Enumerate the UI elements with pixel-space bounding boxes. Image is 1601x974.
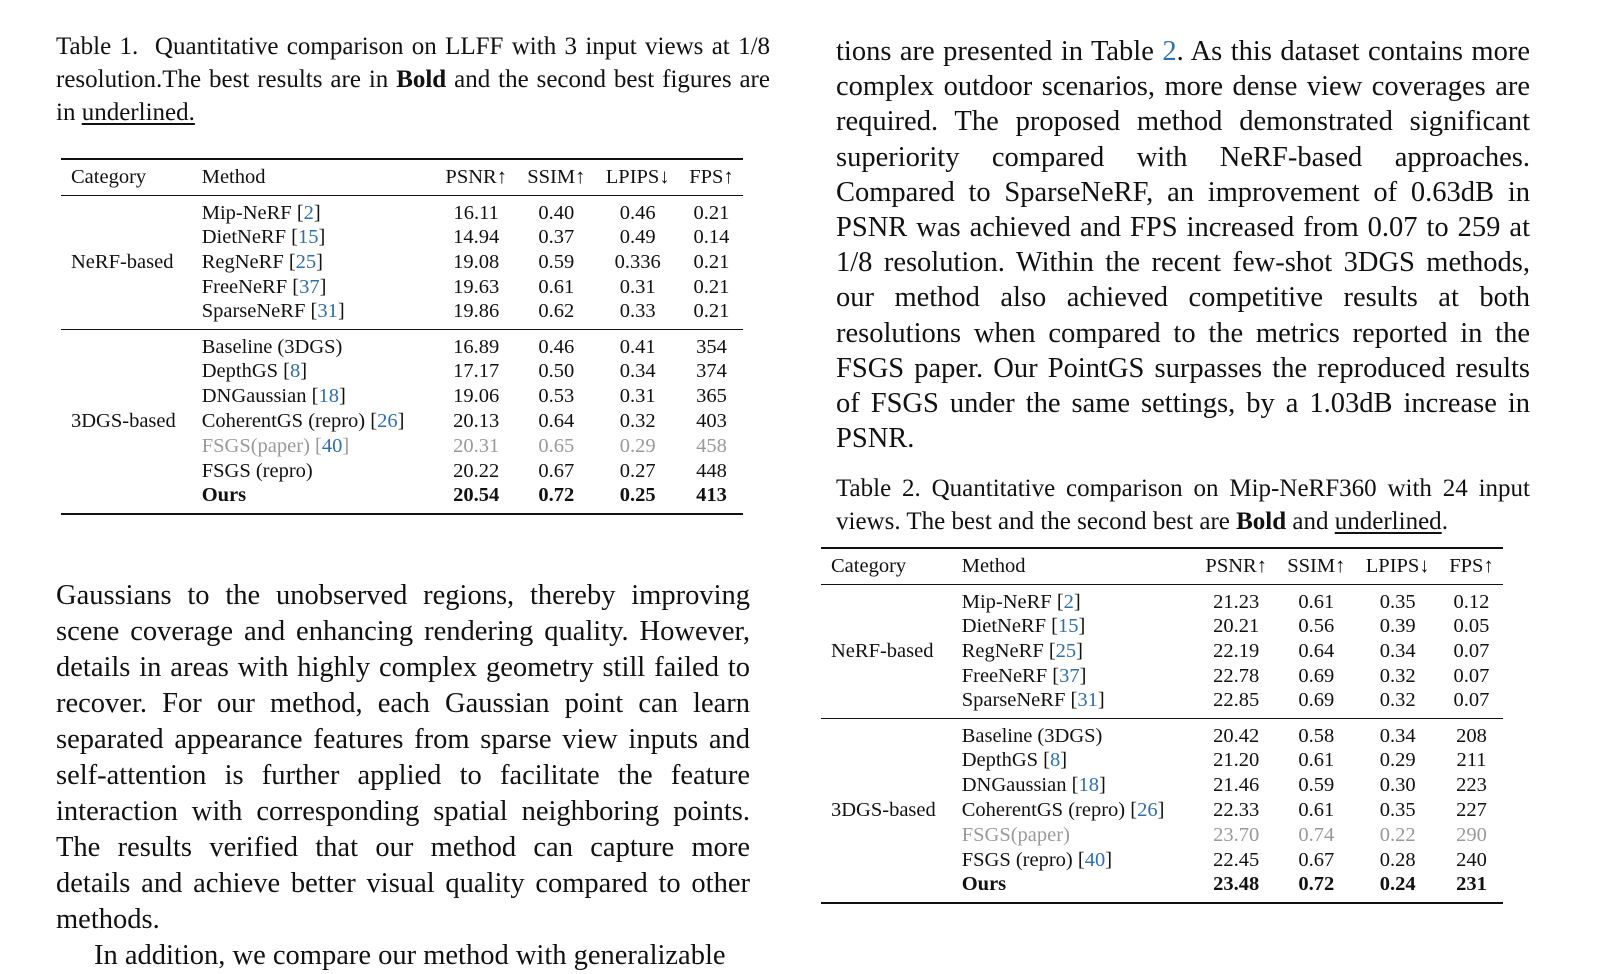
- method-name: Mip-NeRF: [201, 201, 292, 224]
- ssim-cell: 0.67: [538, 459, 575, 482]
- method-cell: [196, 484, 435, 514]
- table-row: [821, 848, 1503, 873]
- table1-header-fps: FPS↑: [689, 165, 734, 188]
- table-row: [821, 614, 1503, 639]
- psnr-cell: 21.46: [1213, 773, 1260, 796]
- method-name: Ours: [961, 872, 1007, 895]
- method-cell: SparseNeRF [31]: [201, 299, 345, 322]
- right-body-text-b: . As this dataset contains more complex outdoor scenarios, more dense view coverages are required. The proposed method demonstrated significant superiority compared with NeRF-based approaches. Compared to SparseNeRF, an improvement of 0.63dB in PSNR was achieved and FPS increased from 0.07 to 259 at 1/8 resolution. Within the recent few-shot 3DGS methods, our method also achieved competitive results at both resolutions when compared to the metrics reported in the FSGS paper. Our PointGS surpasses the reproduced results of FSGS under the same settings, by a 1.03dB increase in PSNR.: [836, 36, 1530, 455]
- category-cell: NeRF-based: [831, 639, 934, 662]
- fps-cell: 0.14: [693, 225, 730, 248]
- lpips-cell: 0.29: [619, 434, 656, 457]
- psnr-cell: 14.94: [453, 225, 500, 248]
- category-cell: [61, 484, 196, 514]
- method-name: FreeNeRF: [201, 275, 288, 298]
- lpips-cell: 0.34: [619, 359, 656, 382]
- table-row: [61, 459, 743, 484]
- ssim-cell: 0.61: [1298, 590, 1335, 613]
- table1-header-psnr: PSNR↑: [445, 165, 507, 188]
- method-name: DietNeRF: [201, 225, 286, 248]
- fps-cell: 413: [696, 483, 727, 506]
- ssim-cell: 0.37: [538, 225, 575, 248]
- psnr-cell: 22.45: [1213, 848, 1260, 871]
- fps-cell: 354: [696, 335, 727, 358]
- citation-link[interactable]: 15: [1057, 614, 1079, 637]
- left-column: [56, 30, 770, 129]
- category-cell: [61, 459, 196, 484]
- psnr-cell: 19.08: [453, 250, 500, 273]
- fps-cell: 403: [696, 409, 727, 432]
- table1-caption: [56, 30, 770, 129]
- table2-header-ssim: SSIM↑: [1287, 554, 1346, 577]
- fps-cell: 227: [1456, 798, 1487, 821]
- psnr-cell: 19.86: [453, 299, 500, 322]
- table2-label: Table 2.: [836, 475, 921, 503]
- table-row: [821, 873, 1503, 903]
- fps-cell: 208: [1456, 724, 1487, 747]
- table1-header-ssim: SSIM↑: [527, 165, 586, 188]
- table-row: [821, 798, 1503, 823]
- method-name: FSGS (repro): [201, 459, 313, 482]
- method-name: SparseNeRF: [201, 299, 306, 322]
- method-name: CoherentGS (repro): [961, 798, 1126, 821]
- fps-cell: 240: [1456, 848, 1487, 871]
- psnr-cell: 20.31: [453, 434, 500, 457]
- method-cell: CoherentGS (repro) [26]: [961, 798, 1165, 821]
- citation-link[interactable]: 26: [377, 409, 398, 432]
- method-cell: [196, 329, 435, 359]
- table2-header-method: Method: [961, 554, 1026, 577]
- method-cell: FSGS (repro) [40]: [961, 848, 1113, 871]
- method-name: DNGaussian: [961, 773, 1067, 796]
- method-name: FSGS(paper): [201, 434, 310, 457]
- method-cell: Mip-NeRF [2]: [201, 201, 321, 224]
- lpips-cell: 0.34: [1379, 639, 1416, 662]
- ssim-cell: 0.64: [1298, 639, 1335, 662]
- citation-link[interactable]: 18: [318, 384, 339, 407]
- table1-header-category: Category: [71, 165, 147, 188]
- table-row: [61, 434, 743, 459]
- fps-cell: 448: [696, 459, 727, 482]
- psnr-cell: 22.19: [1213, 639, 1260, 662]
- lpips-cell: 0.30: [1379, 773, 1416, 796]
- psnr-cell: 20.13: [453, 409, 500, 432]
- psnr-cell: 22.85: [1213, 688, 1260, 711]
- ssim-cell: 0.74: [1298, 823, 1335, 846]
- method-cell: [956, 823, 1195, 848]
- category-cell: [821, 848, 956, 873]
- lpips-cell: 0.336: [614, 250, 661, 273]
- lpips-cell: 0.32: [1379, 664, 1416, 687]
- table1-header-row: [61, 159, 743, 195]
- method-cell: FreeNeRF [37]: [201, 275, 327, 298]
- method-cell: RegNeRF [25]: [201, 250, 323, 273]
- citation-link[interactable]: 40: [1084, 848, 1106, 871]
- category-cell: [61, 384, 196, 409]
- lpips-cell: 0.27: [619, 459, 656, 482]
- psnr-cell: 21.23: [1213, 590, 1260, 613]
- table2-caption-text-b: and: [1286, 508, 1335, 536]
- table-row: [821, 718, 1503, 748]
- table2-nerf-group: [821, 584, 1503, 718]
- fps-cell: 374: [696, 359, 727, 382]
- table-row: [61, 384, 743, 409]
- category-cell: 3DGS-based: [71, 409, 176, 432]
- lpips-cell: 0.39: [1379, 614, 1416, 637]
- category-cell: [821, 614, 956, 639]
- method-cell: DNGaussian [18]: [961, 773, 1106, 796]
- table-row: [61, 275, 743, 300]
- method-name: Baseline (3DGS): [961, 724, 1103, 747]
- table-row: [821, 773, 1503, 798]
- right-body-text-a: tions are presented in Table: [836, 36, 1163, 67]
- ssim-cell: 0.58: [1298, 724, 1335, 747]
- table1-caption-underlined: underlined.: [81, 99, 195, 126]
- category-cell: [61, 195, 196, 225]
- method-cell: DietNeRF [15]: [201, 225, 326, 248]
- ssim-cell: 0.53: [538, 384, 575, 407]
- psnr-cell: 20.22: [453, 459, 500, 482]
- lpips-cell: 0.29: [1379, 748, 1416, 771]
- ssim-cell: 0.69: [1298, 664, 1335, 687]
- lpips-cell: 0.49: [619, 225, 656, 248]
- method-cell: [196, 459, 435, 484]
- method-cell: CoherentGS (repro) [26]: [201, 409, 405, 432]
- lpips-cell: 0.25: [619, 483, 656, 506]
- psnr-cell: 16.11: [453, 201, 499, 224]
- method-name: DietNeRF: [961, 614, 1046, 637]
- lpips-cell: 0.28: [1379, 848, 1416, 871]
- table-row: [61, 359, 743, 384]
- category-cell: [61, 359, 196, 384]
- table1-label: Table 1.: [56, 33, 139, 60]
- method-cell: FSGS(paper) [40]: [201, 434, 350, 457]
- table1: [61, 158, 743, 515]
- category-cell: [61, 300, 196, 330]
- right-body-paragraph: [836, 34, 1530, 456]
- table2: [821, 547, 1503, 904]
- ssim-cell: 0.72: [1298, 872, 1335, 895]
- table-row: [821, 639, 1503, 664]
- citation-link[interactable]: 18: [1078, 773, 1099, 796]
- psnr-cell: 17.17: [453, 359, 500, 382]
- table-row: [821, 689, 1503, 719]
- psnr-cell: 16.89: [453, 335, 500, 358]
- category-cell: [821, 773, 956, 798]
- table2-reference-link[interactable]: 2: [1162, 36, 1177, 67]
- ssim-cell: 0.61: [1298, 798, 1335, 821]
- table-row: [821, 823, 1503, 848]
- fps-cell: 0.21: [693, 275, 730, 298]
- psnr-cell: 19.63: [453, 275, 500, 298]
- table2-3dgs-group: [821, 718, 1503, 903]
- psnr-cell: 22.78: [1213, 664, 1260, 687]
- psnr-cell: 21.20: [1213, 748, 1260, 771]
- lpips-cell: 0.31: [619, 275, 656, 298]
- lpips-cell: 0.32: [619, 409, 656, 432]
- psnr-cell: 20.54: [453, 483, 500, 506]
- fps-cell: 0.21: [693, 299, 730, 322]
- method-name: RegNeRF: [961, 639, 1044, 662]
- method-cell: RegNeRF [25]: [961, 639, 1083, 662]
- method-cell: DietNeRF [15]: [961, 614, 1086, 637]
- citation-link[interactable]: 31: [1077, 688, 1098, 711]
- psnr-cell: 20.42: [1213, 724, 1260, 747]
- left-body-paragraph-2: In addition, we compare our method with generalizable: [94, 940, 726, 971]
- category-cell: NeRF-based: [71, 250, 174, 273]
- lpips-cell: 0.46: [619, 201, 656, 224]
- fps-cell: 0.12: [1453, 590, 1490, 613]
- table1-header-lpips: LPIPS↓: [605, 165, 670, 188]
- table2-caption-bold: Bold: [1236, 508, 1287, 536]
- table-row: [61, 300, 743, 330]
- category-cell: 3DGS-based: [831, 798, 936, 821]
- table2-caption-text-c: .: [1441, 508, 1448, 536]
- category-cell: [821, 584, 956, 614]
- lpips-cell: 0.35: [1379, 590, 1416, 613]
- method-cell: [956, 718, 1195, 748]
- fps-cell: 0.07: [1453, 639, 1490, 662]
- method-name: RegNeRF: [201, 250, 284, 273]
- method-name: DNGaussian: [201, 384, 307, 407]
- method-cell: DNGaussian [18]: [201, 384, 346, 407]
- fps-cell: 0.07: [1453, 664, 1490, 687]
- ssim-cell: 0.61: [1298, 748, 1335, 771]
- ssim-cell: 0.62: [538, 299, 575, 322]
- table1-nerf-group: [61, 195, 743, 329]
- table-row: [61, 225, 743, 250]
- table-row: [61, 250, 743, 275]
- lpips-cell: 0.31: [619, 384, 656, 407]
- table-row: [61, 329, 743, 359]
- table2-header-fps: FPS↑: [1449, 554, 1494, 577]
- table2-caption-text: Quantitative comparison on Mip-NeRF360 with 24 input views. The best and the second best are: [836, 475, 1530, 536]
- ssim-cell: 0.59: [538, 250, 575, 273]
- method-name: CoherentGS (repro): [201, 409, 366, 432]
- fps-cell: 0.21: [693, 201, 730, 224]
- citation-link[interactable]: 25: [295, 250, 317, 273]
- citation-link[interactable]: 25: [1055, 639, 1077, 662]
- category-cell: [61, 329, 196, 359]
- psnr-cell: 19.06: [453, 384, 500, 407]
- method-name: SparseNeRF: [961, 688, 1066, 711]
- ssim-cell: 0.65: [538, 434, 575, 457]
- table1-caption-bold: Bold: [396, 66, 447, 93]
- category-cell: [61, 225, 196, 250]
- citation-link[interactable]: 8: [1049, 748, 1061, 771]
- ssim-cell: 0.69: [1298, 688, 1335, 711]
- fps-cell: 365: [696, 384, 727, 407]
- ssim-cell: 0.46: [538, 335, 575, 358]
- lpips-cell: 0.33: [619, 299, 656, 322]
- fps-cell: 231: [1456, 872, 1487, 895]
- psnr-cell: 23.70: [1213, 823, 1260, 846]
- lpips-cell: 0.24: [1379, 872, 1416, 895]
- fps-cell: 211: [1456, 748, 1487, 771]
- table-row: [61, 409, 743, 434]
- fps-cell: 290: [1456, 823, 1487, 846]
- lpips-cell: 0.22: [1379, 823, 1416, 846]
- ssim-cell: 0.50: [538, 359, 575, 382]
- ssim-cell: 0.64: [538, 409, 575, 432]
- table-row: [821, 748, 1503, 773]
- table1-caption-text-b: and the second best figures are in: [56, 66, 770, 126]
- citation-link[interactable]: 37: [1059, 664, 1080, 687]
- citation-link[interactable]: 31: [317, 299, 338, 322]
- citation-link[interactable]: 26: [1137, 798, 1158, 821]
- category-cell: [61, 275, 196, 300]
- category-cell: [821, 664, 956, 689]
- category-cell: [821, 823, 956, 848]
- method-name: FreeNeRF: [961, 664, 1048, 687]
- fps-cell: 223: [1456, 773, 1487, 796]
- table2-header-psnr: PSNR↑: [1205, 554, 1267, 577]
- ssim-cell: 0.56: [1298, 614, 1335, 637]
- right-column: [836, 34, 1546, 538]
- lpips-cell: 0.41: [619, 335, 656, 358]
- category-cell: [61, 434, 196, 459]
- ssim-cell: 0.59: [1298, 773, 1335, 796]
- table1-header-method: Method: [201, 165, 266, 188]
- psnr-cell: 23.48: [1213, 872, 1260, 895]
- method-cell: SparseNeRF [31]: [961, 688, 1105, 711]
- method-name: Mip-NeRF: [961, 590, 1052, 613]
- table1-caption-text: Quantitative comparison on LLFF with 3 input views at 1/8 resolution.The best results are in: [56, 33, 771, 93]
- table1-3dgs-group: [61, 329, 743, 514]
- method-name: FSGS (repro): [961, 848, 1073, 871]
- citation-link[interactable]: 2: [303, 201, 314, 224]
- table-row: [61, 195, 743, 225]
- ssim-cell: 0.40: [538, 201, 575, 224]
- psnr-cell: 20.21: [1213, 614, 1260, 637]
- method-name: Ours: [201, 483, 247, 506]
- lpips-cell: 0.32: [1379, 688, 1416, 711]
- citation-link[interactable]: 2: [1063, 590, 1074, 613]
- left-body-paragraph: Gaussians to the unobserved regions, thereby improving scene coverage and enhancing rendering quality. However, details in areas with highly complex geometry still failed to recover. For our method, each Gaussian point can learn separated appearance features from sparse view inputs and self-attention is further applied to facilitate the feature interaction with corresponding spatial neighboring points. The results verified that our method can capture more details and achieve better visual quality compared to other methods.: [56, 580, 750, 935]
- method-name: DepthGS: [961, 748, 1039, 771]
- method-name: FSGS(paper): [961, 823, 1070, 846]
- lpips-cell: 0.34: [1379, 724, 1416, 747]
- table2-caption-underlined: underlined: [1334, 508, 1442, 536]
- left-body: [56, 578, 750, 974]
- method-name: DepthGS: [201, 359, 279, 382]
- fps-cell: 0.07: [1453, 688, 1490, 711]
- category-cell: [821, 873, 956, 903]
- table2-header-row: [821, 548, 1503, 584]
- citation-link[interactable]: 37: [299, 275, 320, 298]
- table2-header-lpips: LPIPS↓: [1365, 554, 1430, 577]
- table-row: [61, 484, 743, 514]
- fps-cell: 458: [696, 434, 727, 457]
- citation-link[interactable]: 15: [297, 225, 319, 248]
- psnr-cell: 22.33: [1213, 798, 1260, 821]
- method-name: Baseline (3DGS): [201, 335, 343, 358]
- ssim-cell: 0.61: [538, 275, 575, 298]
- category-cell: [821, 718, 956, 748]
- fps-cell: 0.05: [1453, 614, 1490, 637]
- category-cell: [821, 748, 956, 773]
- ssim-cell: 0.67: [1298, 848, 1335, 871]
- ssim-cell: 0.72: [538, 483, 575, 506]
- table2-caption: [836, 472, 1530, 538]
- method-cell: DepthGS [8]: [201, 359, 308, 382]
- fps-cell: 0.21: [693, 250, 730, 273]
- citation-link[interactable]: 40: [321, 434, 343, 457]
- citation-link[interactable]: 8: [289, 359, 301, 382]
- method-cell: [956, 873, 1195, 903]
- table-row: [821, 664, 1503, 689]
- table2-header-category: Category: [831, 554, 907, 577]
- method-cell: FreeNeRF [37]: [961, 664, 1087, 687]
- method-cell: Mip-NeRF [2]: [961, 590, 1081, 613]
- category-cell: [821, 689, 956, 719]
- table-row: [821, 584, 1503, 614]
- lpips-cell: 0.35: [1379, 798, 1416, 821]
- method-cell: DepthGS [8]: [961, 748, 1068, 771]
